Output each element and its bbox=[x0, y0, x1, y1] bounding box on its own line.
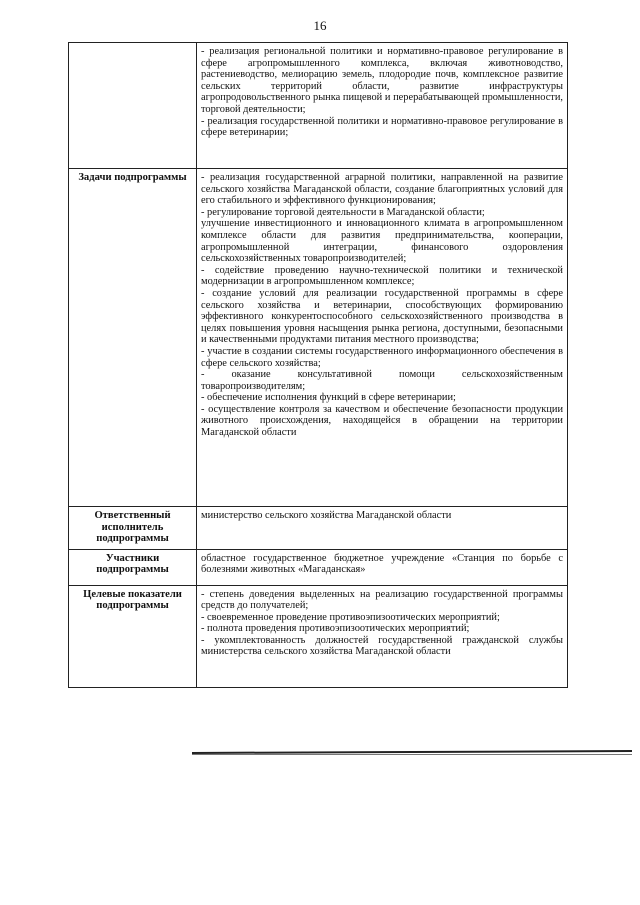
table-row-goals-continued bbox=[69, 43, 568, 169]
list-item: - реализация региональной политики и нормативно-правовое регулирование в сфере агропромышленного комплекса, включая животноводство, растениеводство, мелиорацию земель, плодородие почв, комплексное развитие сельских территорий области, развитие инфраструктуры агропродовольственного рынка пищевой и перерабатывающей промышленности, торговой деятельности; bbox=[201, 46, 563, 115]
list-item: - осуществление контроля за качеством и обеспечение безопасности продукции животного происхождения, находящейся в обращении на территории Магаданской области bbox=[201, 403, 563, 439]
list-item: - укомплектованность должностей государственной гражданской службы министерства сельского хозяйства Магаданской области bbox=[201, 634, 563, 658]
row-label: Целевые показатели подпрограммы bbox=[69, 585, 197, 687]
row-content bbox=[197, 507, 568, 550]
row-content bbox=[197, 169, 568, 507]
table-row-target-indicators bbox=[69, 585, 568, 687]
list-item: - своевременное проведение противоэпизоотических мероприятий; bbox=[201, 611, 500, 623]
bottom-rule-thin bbox=[192, 754, 632, 755]
row-label: Задачи подпрограммы bbox=[69, 169, 197, 507]
row-label: Ответственный исполнитель подпрограммы bbox=[69, 507, 197, 550]
row-label bbox=[69, 43, 197, 169]
row-content bbox=[197, 43, 568, 169]
row-content bbox=[197, 585, 568, 687]
page-number: 16 bbox=[313, 18, 327, 33]
list-item: областное государственное бюджетное учреждение «Станция по борьбе с болезнями животных «Магаданская» bbox=[201, 552, 563, 576]
row-content bbox=[197, 549, 568, 585]
list-item: - регулирование торговой деятельности в Магаданской области; bbox=[201, 206, 485, 218]
list-item: - степень доведения выделенных на реализацию государственной программы средств до получателей; bbox=[201, 588, 563, 612]
list-item: - создание условий для реализации государственной программы в сфере сельского хозяйства и ветеринарии, способствующих формированию эффективного конкурентоспособного сельскохозяйственного производства в целях повышения уровня насыщения рынка региона, доступными, безопасными и качественными продуктами питания местного производства; bbox=[201, 287, 563, 346]
table-row-responsible-executor bbox=[69, 507, 568, 550]
table-row-participants bbox=[69, 549, 568, 585]
list-item: - реализация государственной политики и нормативно-правовое регулирование в сфере ветеринарии; bbox=[201, 115, 563, 139]
table-row-tasks bbox=[69, 169, 568, 507]
list-item: улучшение инвестиционного и инновационного климата в агропромышленном комплексе области для развития предпринимательства, кооперации, агропромышленной интеграции, финансового оздоровления сельскохозяйственных товаропроизводителей; bbox=[201, 218, 563, 265]
list-item: - обеспечение исполнения функций в сфере ветеринарии; bbox=[201, 392, 456, 404]
subprogram-table bbox=[68, 42, 568, 688]
list-item: - реализация государственной аграрной политики, направленной на развитие сельского хозяйства Магаданской области, создание благоприятных условий для его стабильного и эффективного функционирования; bbox=[201, 172, 563, 207]
list-item: - содействие проведению научно-технической политики и технической модернизации в агропромышленном комплексе; bbox=[201, 264, 563, 288]
row-label: Участники подпрограммы bbox=[69, 549, 197, 585]
list-item: - полнота проведения противоэпизоотических мероприятий; bbox=[201, 623, 470, 635]
list-item: - оказание консультативной помощи сельскохозяйственным товаропроизводителям; bbox=[201, 369, 563, 392]
list-item: министерство сельского хозяйства Магаданской области bbox=[201, 510, 452, 521]
list-item: - участие в создании системы государственного информационного обеспечения в сфере сельского хозяйства; bbox=[201, 345, 563, 369]
